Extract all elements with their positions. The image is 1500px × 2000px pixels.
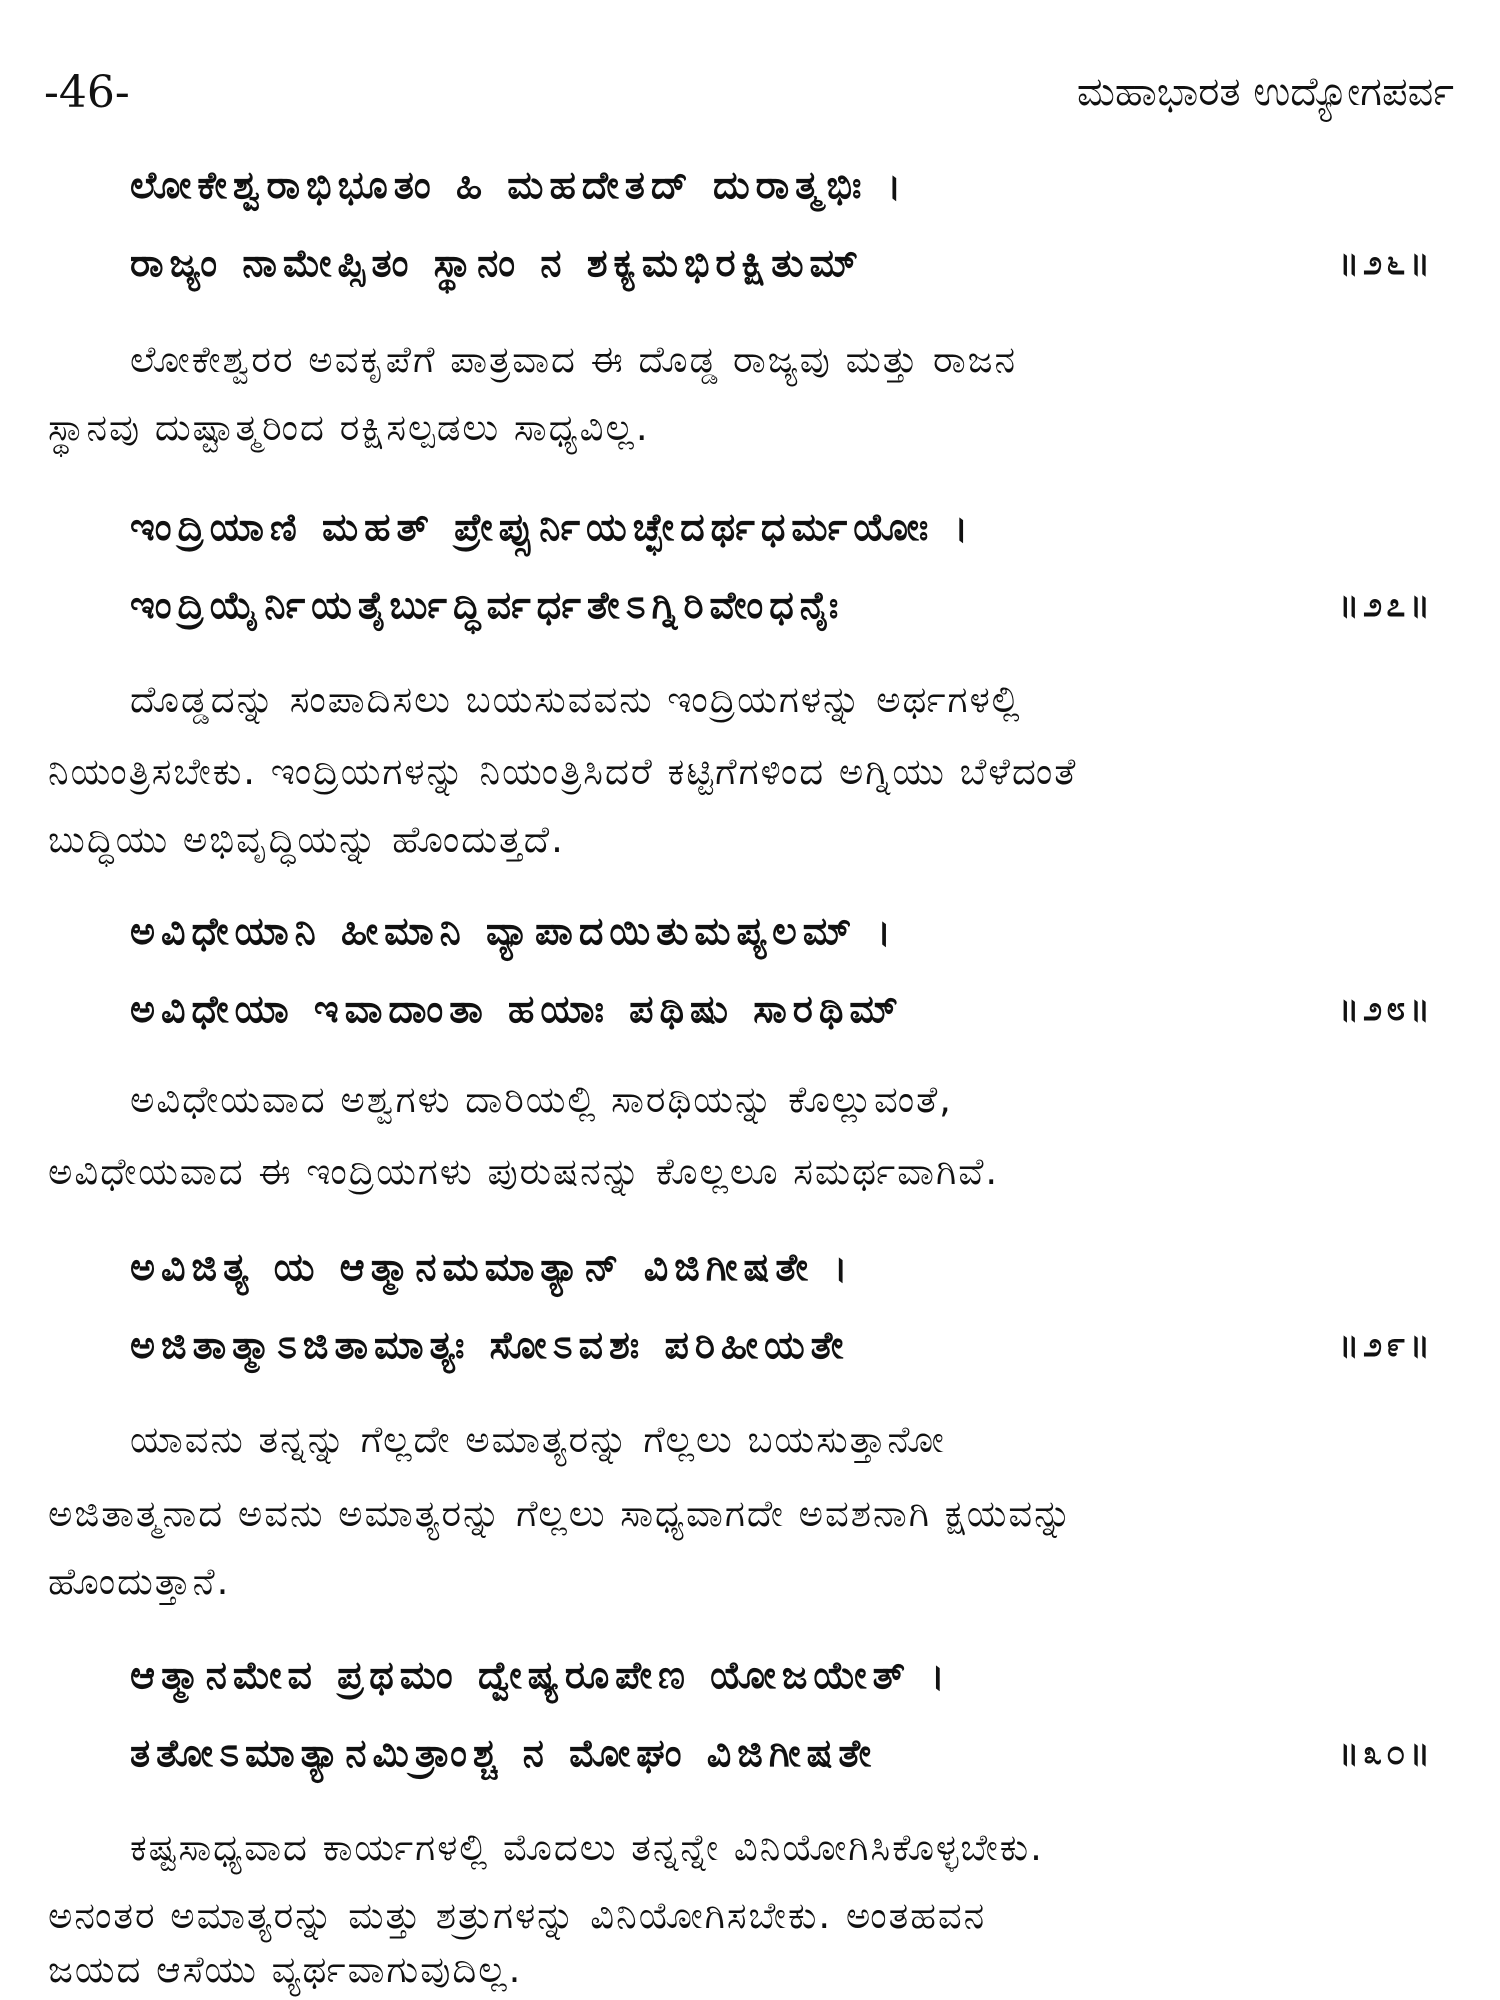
- page-header: [44, 62, 1454, 122]
- translation-line: ಸ್ಥಾನವು ದುಷ್ಟಾತ್ಮರಿಂದ ರಕ್ಷಿಸಲ್ಪಡಲು ಸಾಧ್ಯವಿಲ್ಲ.: [48, 406, 650, 449]
- verse-number: ॥೨೯॥: [1338, 1325, 1434, 1365]
- verse-text: ಆತ್ಮಾನಮೇವ ಪ್ರಥಮಂ ದ್ವೇಷ್ಯರೂಪೇಣ ಯೋಜಯೇತ್ ।: [130, 1652, 951, 1697]
- verse-text: ರಾಜ್ಯಂ ನಾಮೇಪ್ಸಿತಂ ಸ್ಥಾನಂ ನ ಶಕ್ಯಮಭಿರಕ್ಷಿತುಮ್: [130, 240, 864, 285]
- verse-text: ಅವಿಧೇಯಾನಿ ಹೀಮಾನಿ ವ್ಯಾಪಾದಯಿತುಮಪ್ಯಲಮ್ ।: [130, 908, 897, 953]
- verse-text: ಅಜಿತಾತ್ಮಾಽಜಿತಾಮಾತ್ಯಃ ಸೋಽವಶಃ ಪರಿಹೀಯತೇ: [130, 1322, 850, 1367]
- verse-number: ॥೨೭॥: [1338, 585, 1434, 625]
- translation-line: ಬುದ್ಧಿಯು ಅಭಿವೃದ್ಧಿಯನ್ನು ಹೊಂದುತ್ತದೆ.: [48, 818, 565, 861]
- verse-text: ತತೋಽಮಾತ್ಯಾನಮಿತ್ರಾಂಶ್ಚ ನ ಮೋಘಂ ವಿಜಿಗೀಷತೇ: [130, 1730, 878, 1775]
- verse-text: ಇಂದ್ರಿಯಾಣಿ ಮಹತ್ ಪ್ರೇಪ್ಸುರ್ನಿಯಚ್ಛೇದರ್ಥಧರ್ಮಯೋಃ ।: [130, 504, 975, 549]
- translation-line: ಜಯದ ಆಸೆಯು ವ್ಯರ್ಥವಾಗುವುದಿಲ್ಲ.: [48, 1948, 523, 1991]
- verse-line: [130, 570, 1452, 640]
- verse-text: ಲೋಕೇಶ್ವರಾಭಿಭೂತಂ ಹಿ ಮಹದೇತದ್ ದುರಾತ್ಮಭಿಃ ।: [130, 162, 908, 207]
- verse-text: ಅವಿಜಿತ್ಯ ಯ ಆತ್ಮಾನಮಮಾತ್ಯಾನ್ ವಿಜಿಗೀಷತೇ ।: [130, 1244, 854, 1289]
- translation-line: ನಿಯಂತ್ರಿಸಬೇಕು. ಇಂದ್ರಿಯಗಳನ್ನು ನಿಯಂತ್ರಿಸಿದರೆ ಕಟ್ಟಿಗೆಗಳಿಂದ ಅಗ್ನಿಯು ಬೆಳೆದಂತೆ: [48, 750, 1078, 793]
- verse-line: [130, 896, 1452, 966]
- translation-line: ಅವಿಧೇಯವಾದ ಅಶ್ವಗಳು ದಾರಿಯಲ್ಲಿ ಸಾರಥಿಯನ್ನು ಕೊಲ್ಲುವಂತೆ,: [130, 1078, 953, 1121]
- translation-line: ಲೋಕೇಶ್ವರರ ಅವಕೃಪೆಗೆ ಪಾತ್ರವಾದ ಈ ದೊಡ್ಡ ರಾಜ್ಯವು ಮತ್ತು ರಾಜನ: [130, 338, 1018, 381]
- verse-text: ಅವಿಧೇಯಾ ಇವಾದಾಂತಾ ಹಯಾಃ ಪಥಿಷು ಸಾರಥಿಮ್: [130, 986, 904, 1031]
- translation-line: ಕಷ್ಟಸಾಧ್ಯವಾದ ಕಾರ್ಯಗಳಲ್ಲಿ ಮೊದಲು ತನ್ನನ್ನೇ ವಿನಿಯೋಗಿಸಿಕೊಳ್ಳಬೇಕು.: [130, 1826, 1044, 1869]
- translation-line: ಅನಂತರ ಅಮಾತ್ಯರನ್ನು ಮತ್ತು ಶತ್ರುಗಳನ್ನು ವಿನಿಯೋಗಿಸಬೇಕು. ಅಂತಹವನ: [48, 1894, 987, 1937]
- verse-number: ॥೨೬॥: [1338, 243, 1434, 283]
- translation-line: ಯಾವನು ತನ್ನನ್ನು ಗೆಲ್ಲದೇ ಅಮಾತ್ಯರನ್ನು ಗೆಲ್ಲಲು ಬಯಸುತ್ತಾನೋ: [130, 1418, 946, 1461]
- verse-line: [130, 974, 1452, 1044]
- running-title: ಮಹಾಭಾರತ ಉದ್ಯೋಗಪರ್ವ: [1076, 69, 1454, 115]
- translation-line: ಹೊಂದುತ್ತಾನೆ.: [48, 1560, 231, 1603]
- verse-line: [130, 1640, 1452, 1710]
- verse-text: ಇಂದ್ರಿಯೈರ್ನಿಯತೈರ್ಬುದ್ಧಿರ್ವರ್ಧತೇಽಗ್ನಿರಿವೇಂಧನೈಃ: [130, 582, 845, 627]
- translation-line: ದೊಡ್ಡದನ್ನು ಸಂಪಾದಿಸಲು ಬಯಸುವವನು ಇಂದ್ರಿಯಗಳನ್ನು ಅರ್ಥಗಳಲ್ಲಿ: [130, 678, 1022, 721]
- verse-line: [130, 150, 1452, 220]
- verse-line: [130, 1310, 1452, 1380]
- verse-line: [130, 1718, 1452, 1788]
- verse-line: [130, 1232, 1452, 1302]
- verse-line: [130, 228, 1452, 298]
- verse-number: ॥೩೦॥: [1338, 1733, 1434, 1773]
- verse-number: ॥೨೮॥: [1338, 989, 1434, 1029]
- translation-line: ಅಜಿತಾತ್ಮನಾದ ಅವನು ಅಮಾತ್ಯರನ್ನು ಗೆಲ್ಲಲು ಸಾಧ್ಯವಾಗದೇ ಅವಶನಾಗಿ ಕ್ಷಯವನ್ನು: [48, 1492, 1074, 1535]
- translation-line: ಅವಿಧೇಯವಾದ ಈ ಇಂದ್ರಿಯಗಳು ಪುರುಷನನ್ನು ಕೊಲ್ಲಲೂ ಸಮರ್ಥವಾಗಿವೆ.: [48, 1150, 1000, 1193]
- verse-line: [130, 492, 1452, 562]
- page-number: -46-: [44, 66, 130, 118]
